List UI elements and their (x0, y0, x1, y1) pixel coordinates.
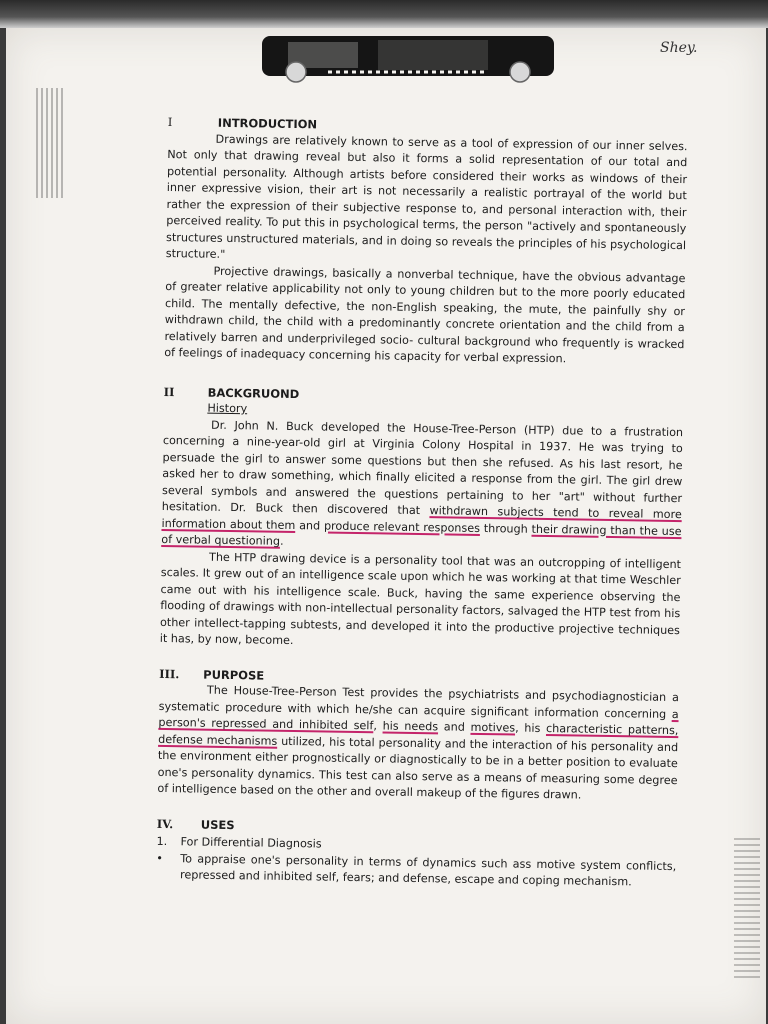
background-edge (0, 0, 768, 28)
paragraph: The HTP drawing device is a personality tool that was an outcropping of intelligent scales. It grew out of an intelligence scale upon which he was working at that time Weschler came out with his intelligence scale. Buck, having the same experience observing the flooding of drawings with non-intellectual personality factors, salvaged the HTP test from his other intellect-tapping subtests, and developed it into the productive projective techniques it has, by now, become. (159, 550, 682, 648)
section-title: PURPOSE (203, 667, 265, 683)
subheading-history: History (207, 401, 248, 416)
text-run: utilized, his total personality and the interaction of his personality and the environment either prognostically or diagnostically to be in a better position to evaluate one's personality dynamics. This test can also serve as a means of measuring some degree of intelligence based on the other and overall makeup of the figures drawn. (157, 734, 679, 802)
binder-clip-graphic (258, 32, 558, 86)
bullet-item-text: To appraise one's personality in terms of dynamics such ass motive system conflicts, repressed and inhibited self, fears; and defense, escape and coping mechanism. (179, 851, 677, 889)
section-title: INTRODUCTION (217, 115, 318, 132)
list-marker: 1. (156, 834, 168, 849)
bullet-item (156, 850, 676, 891)
text-run: and (438, 720, 471, 734)
underlined-phrase: his needs (382, 719, 439, 734)
document-body (156, 114, 688, 892)
bullet-marker: • (156, 851, 164, 865)
section-number: IV. (156, 816, 174, 831)
text-run: through (479, 521, 532, 536)
underlined-phrase: characteristic patterns, defense mechanisms (158, 722, 679, 748)
section-title: BACKGRUOND (207, 385, 300, 401)
section-number: I (167, 114, 173, 130)
paragraph: Projective drawings, basically a nonverbal technique, have the obvious advantage of greater relative applicability not only to young children but to the more poorly educated child. The mentally defective, the non-English speaking, the mute, the painfully shy or withdrawn child, the child with a predominantly concrete orientation and the child from a relatively barren and underprivileged socio- cultural background who frequently is wracked of feelings of inadequacy concerning his capacity for verbal expression. (164, 264, 686, 366)
section-title: USES (200, 817, 235, 832)
text-run: , his (515, 721, 547, 736)
paragraph: Drawings are relatively known to serve as a tool of expression of our inner selves. Not only that drawing reveal but also it forms a solid representation of our total and potential personality. Although artists before considered their works as windows of their inner expressive vision, their art is not necessarily a realistic portrayal of the world but rather the expression of their subjective response to, and personal interaction with, their perceived reality. To put this in psychological terms, the person "actively and spontaneously structures unstructured materials, and in doing so reveals the principles of his psychological structure." (165, 132, 688, 261)
text-run: and (295, 518, 325, 533)
underlined-phrase: a person's repressed and inhibited self (158, 707, 679, 733)
list-item-text: For Differential Diagnosis (180, 835, 322, 851)
paragraph (157, 682, 679, 806)
scan-speckle-mark (734, 838, 760, 978)
underlined-phrase: motives (470, 720, 516, 735)
text-run: The House-Tree-Person Test provides the psychiatrists and psychodiagnostician a systematic procedure with which he/she can acquire significant information concerning (158, 683, 679, 721)
underlined-phrase: produce relevant responses (323, 519, 481, 535)
document-page (6, 28, 766, 1024)
paragraph (161, 416, 683, 556)
underlined-phrase: withdrawn subjects tend to reveal more information about them (161, 504, 682, 532)
handwritten-note: Shey. (660, 40, 698, 56)
ink-stain-mark (36, 88, 66, 198)
underlined-phrase: their drawing than the use of verbal questioning (161, 522, 682, 548)
text-run: , (373, 719, 383, 733)
text-run: . (279, 534, 284, 548)
section-number: II (163, 384, 175, 399)
text-run: Dr. John N. Buck developed the House-Tree-Person (HTP) due to a frustration concerning a nine-year-old girl at Virginia Colony Hospital in 1937. He was trying to persuade the girl to answer some questions but then she refused. As his last resort, he asked her to draw something, which finally elicited a response from the girl. The girl drew several symbols and answered the questions pertaining to her "art" without further hesitation. Dr. Buck then discovered that (161, 418, 684, 518)
section-number: III. (159, 666, 180, 681)
